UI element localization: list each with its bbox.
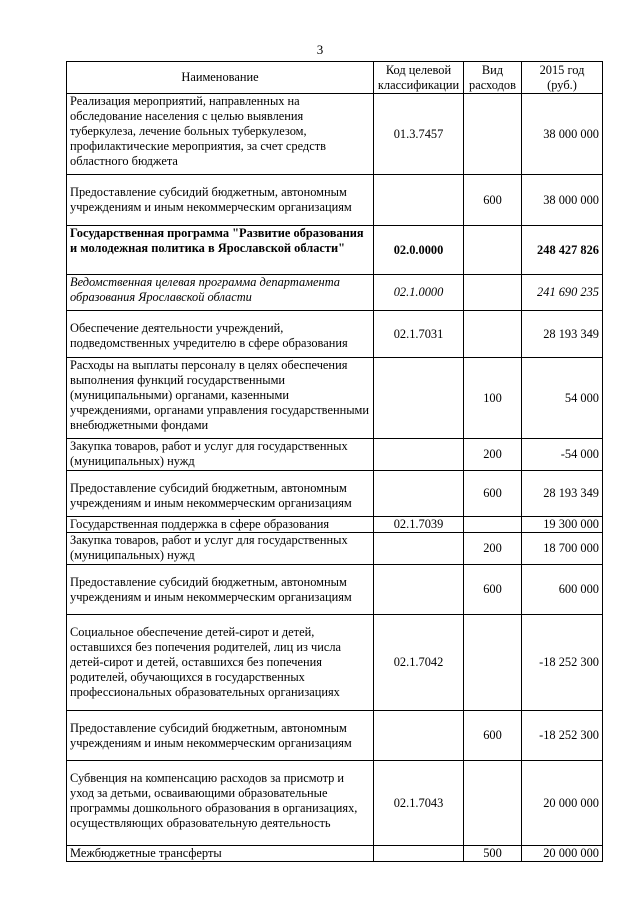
table-row	[67, 615, 603, 711]
table-row	[67, 517, 603, 533]
row-name: Государственная программа "Развитие образования и молодежная политика в Ярославской области"	[67, 226, 374, 275]
row-amount: 20 000 000	[522, 761, 603, 846]
row-name: Закупка товаров, работ и услуг для государственных (муниципальных) нужд	[67, 533, 374, 565]
row-amount: 600 000	[522, 565, 603, 615]
header-name: Наименование	[67, 62, 374, 94]
row-amount: 28 193 349	[522, 311, 603, 358]
header-code: Код целевой классификации	[374, 62, 464, 94]
row-code	[374, 565, 464, 615]
row-type: 600	[464, 471, 522, 517]
table-row	[67, 761, 603, 846]
row-amount: 241 690 235	[522, 275, 603, 311]
row-name: Расходы на выплаты персоналу в целях обеспечения выполнения функций государственными (муниципальными) органами, казенными учреждениями, органами управления государственными внебюджетными фондами	[67, 358, 374, 439]
row-type: 100	[464, 358, 522, 439]
table-header-row	[67, 62, 603, 94]
row-type: 500	[464, 846, 522, 862]
row-code: 02.1.7043	[374, 761, 464, 846]
header-type: Вид расходов	[464, 62, 522, 94]
row-name: Реализация мероприятий, направленных на обследование населения с целью выявления туберкулеза, лечение больных туберкулезом, профилактические мероприятия, за счет средств областного бюджета	[67, 94, 374, 175]
row-code	[374, 439, 464, 471]
row-name: Закупка товаров, работ и услуг для государственных (муниципальных) нужд	[67, 439, 374, 471]
row-code: 02.1.7031	[374, 311, 464, 358]
row-amount: 38 000 000	[522, 94, 603, 175]
row-amount: -18 252 300	[522, 615, 603, 711]
row-amount: 19 300 000	[522, 517, 603, 533]
row-code	[374, 533, 464, 565]
table-row	[67, 94, 603, 175]
row-type: 600	[464, 565, 522, 615]
row-amount: -54 000	[522, 439, 603, 471]
row-type	[464, 275, 522, 311]
row-name: Субвенция на компенсацию расходов за присмотр и уход за детьми, осваивающими образовательные программы дошкольного образования в организациях, осуществляющих образовательную деятельность	[67, 761, 374, 846]
row-amount: 18 700 000	[522, 533, 603, 565]
row-type	[464, 226, 522, 275]
row-type	[464, 615, 522, 711]
row-type	[464, 94, 522, 175]
row-amount: 248 427 826	[522, 226, 603, 275]
row-code: 02.1.0000	[374, 275, 464, 311]
row-name: Предоставление субсидий бюджетным, автономным учреждениям и иным некоммерческим организациям	[67, 175, 374, 226]
row-amount: 38 000 000	[522, 175, 603, 226]
row-type: 200	[464, 439, 522, 471]
row-type	[464, 761, 522, 846]
page-number: 3	[316, 42, 324, 57]
row-type: 600	[464, 175, 522, 226]
row-code: 02.1.7042	[374, 615, 464, 711]
table-row-program	[67, 226, 603, 275]
row-name: Социальное обеспечение детей-сирот и детей, оставшихся без попечения родителей, лиц из числа детей-сирот и детей, оставшихся без попечения родителей, обучающихся в государственных профессиональных образовательных организациях	[67, 615, 374, 711]
row-name: Ведомственная целевая программа департамента образования Ярославской области	[67, 275, 374, 311]
table-row	[67, 711, 603, 761]
row-code: 01.3.7457	[374, 94, 464, 175]
table-row	[67, 175, 603, 226]
row-name: Предоставление субсидий бюджетным, автономным учреждениям и иным некоммерческим организациям	[67, 711, 374, 761]
row-code	[374, 711, 464, 761]
table-row	[67, 846, 603, 862]
row-code: 02.1.7039	[374, 517, 464, 533]
table-row	[67, 358, 603, 439]
row-code	[374, 471, 464, 517]
row-name: Обеспечение деятельности учреждений, подведомственных учредителю в сфере образования	[67, 311, 374, 358]
table-row	[67, 565, 603, 615]
table-row-subprogram	[67, 275, 603, 311]
row-name: Предоставление субсидий бюджетным, автономным учреждениям и иным некоммерческим организациям	[67, 471, 374, 517]
row-amount: 20 000 000	[522, 846, 603, 862]
row-name: Межбюджетные трансферты	[67, 846, 374, 862]
row-type	[464, 311, 522, 358]
budget-table	[66, 61, 603, 862]
table-row	[67, 533, 603, 565]
row-type	[464, 517, 522, 533]
row-code	[374, 175, 464, 226]
table-row	[67, 439, 603, 471]
row-amount: 28 193 349	[522, 471, 603, 517]
row-name: Предоставление субсидий бюджетным, автономным учреждениям и иным некоммерческим организациям	[67, 565, 374, 615]
row-amount: -18 252 300	[522, 711, 603, 761]
row-code	[374, 358, 464, 439]
row-code: 02.0.0000	[374, 226, 464, 275]
row-type: 200	[464, 533, 522, 565]
header-amount: 2015 год (руб.)	[522, 62, 603, 94]
table-row	[67, 311, 603, 358]
row-type: 600	[464, 711, 522, 761]
row-amount: 54 000	[522, 358, 603, 439]
table-row	[67, 471, 603, 517]
row-code	[374, 846, 464, 862]
row-name: Государственная поддержка в сфере образования	[67, 517, 374, 533]
